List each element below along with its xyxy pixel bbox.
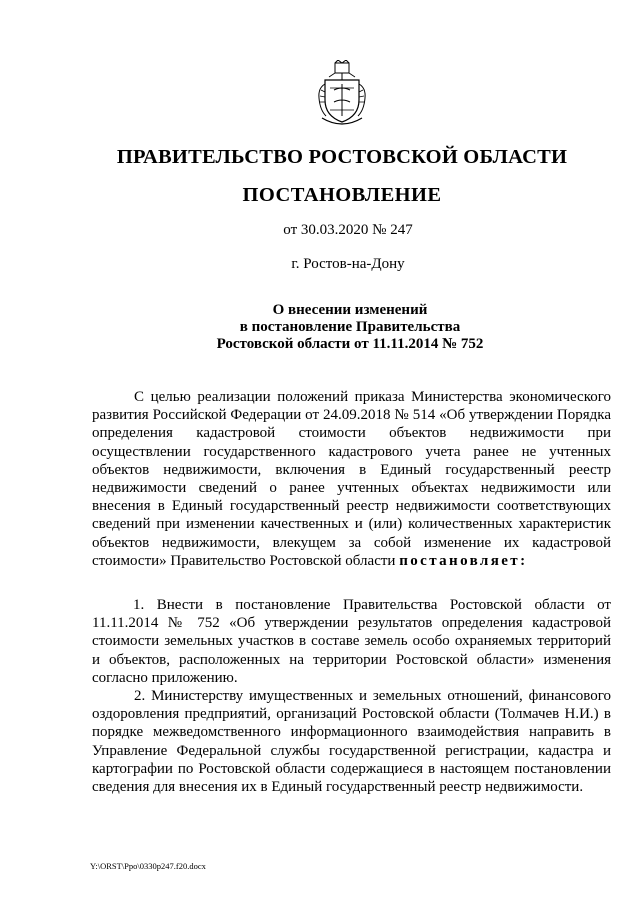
- item-1-paragraph: 1. Внести в постановление Правительства Ростовской области от 11.11.2014 № 752 «Об утверждении результатов определения кадастровой стоимости земельных участков в составе земель особо охраняемых территорий и объектов, расположенных на территории Ростовской области» изменения согласно приложению.: [92, 597, 611, 686]
- subject-line: Ростовской области от 11.11.2014 № 752: [216, 336, 484, 352]
- rostov-coat-of-arms-icon: [316, 60, 368, 128]
- date-and-number: от 30.03.2020 № 247: [283, 222, 413, 238]
- file-path: Y:\ORST\Ppo\0330p247.f20.docx: [90, 861, 206, 871]
- subject-line: в постановление Правительства: [239, 319, 461, 335]
- city: г. Ростов-на-Дону: [291, 256, 405, 272]
- decree-word: постановляет:: [399, 552, 528, 569]
- government-title: ПРАВИТЕЛЬСТВО РОСТОВСКОЙ ОБЛАСТИ: [116, 146, 568, 168]
- document-type: ПОСТАНОВЛЕНИЕ: [242, 184, 442, 206]
- document-subject: [0, 302, 640, 353]
- preamble-paragraph: [92, 388, 611, 570]
- subject-line: О внесении изменений: [272, 302, 428, 318]
- item-2-paragraph: 2. Министерству имущественных и земельных отношений, финансового оздоровления предприятий, организаций Ростовской области (Толмачев Н.И.) в порядке межведомственного информационного взаимодействия направить в Управление Федеральной службы государственной регистрации, кадастра и картографии по Ростовской области содержащиеся в настоящем постановлении сведения для внесения их в Единый государственный реестр недвижимости.: [92, 688, 611, 796]
- preamble-text: С целью реализации положений приказа Министерства экономического развития Российской Федерации от 24.09.2018 № 514 «Об утверждении Порядка определения кадастровой стоимости объектов недвижимости при осуществлении государственного кадастрового учета ранее не учтенных объектов недвижимости, включения в Единый государственный реестр недвижимости сведений о ранее учтенных объектах недвижимости или внесения в Единый государственный реестр недвижимости соответствующих сведений при изменении качественных и (или) количественных характеристик объектов недвижимости, влекущем за собой изменение их кадастровой стоимости» Правительство Ростовской области: [92, 389, 611, 569]
